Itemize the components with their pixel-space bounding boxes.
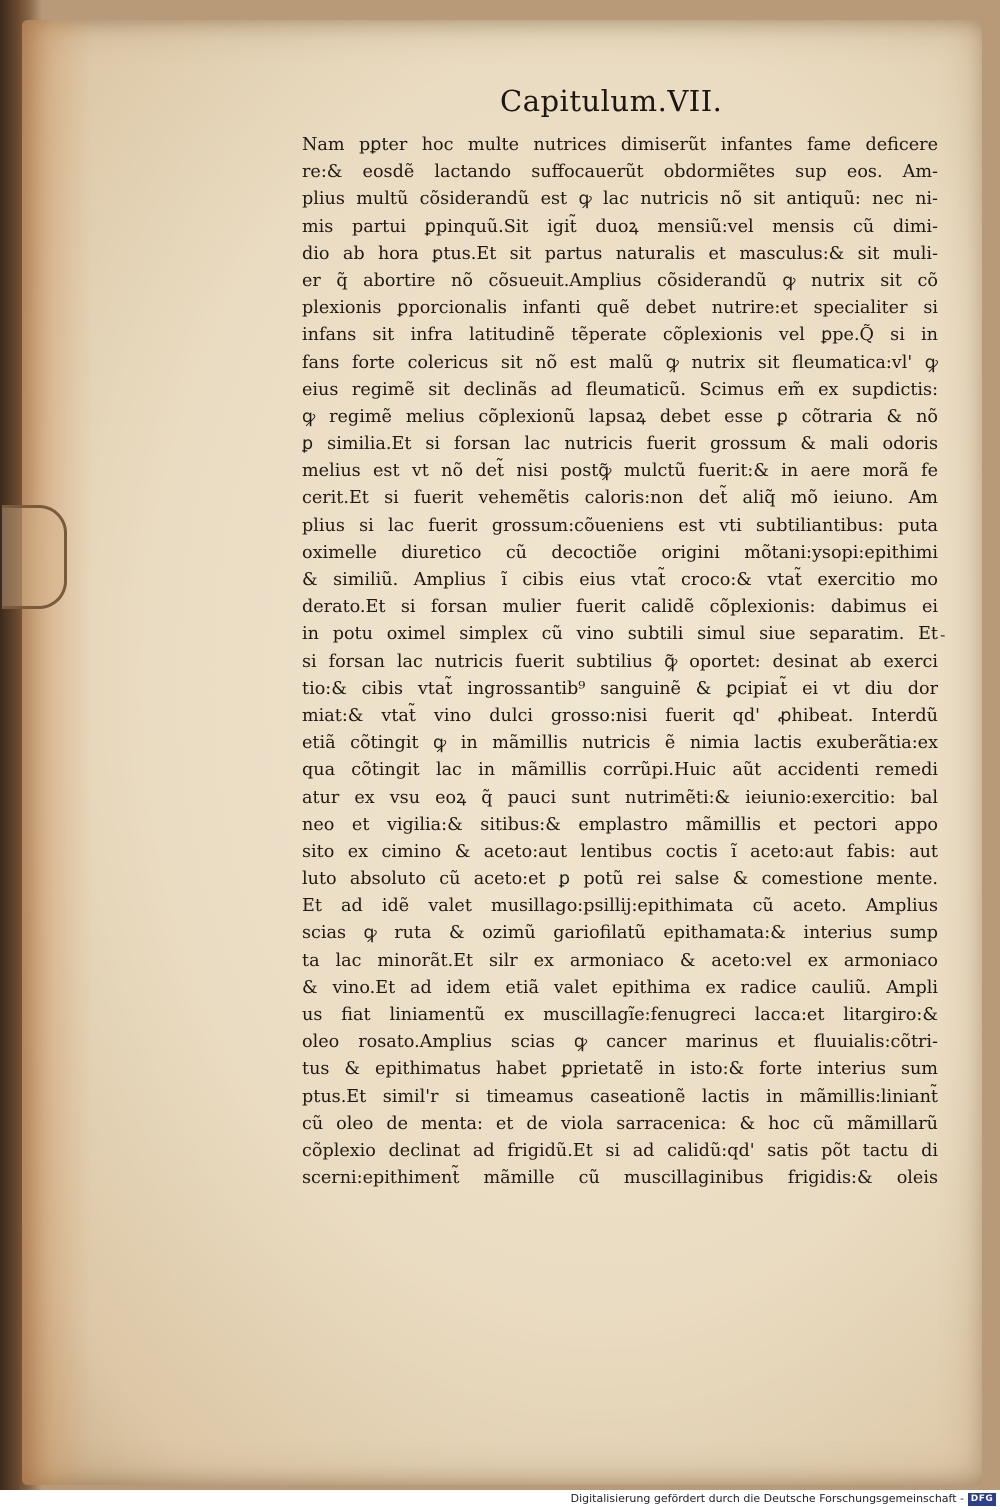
text-line: sito ex cimino & aceto:aut lentibus coctis ĩ aceto:aut fabis: aut [302,841,938,862]
text-line: si forsan lac nutricis fuerit subtilius ꝙ̃ oportet: desinat ab exerci [302,651,938,672]
text-line: atur ex vsu eoꝝ q̃ pauci sunt nutrimẽti:& ieiunio:exercitio: bal [302,787,938,808]
text-line: qua cõtingit lac in mãmillis corrũpi.Huic aũt accidenti remedi [302,760,938,781]
text-line: re:& eosdẽ lactando suffocauerũt obdormiẽtes sup eos. Am- [302,162,938,183]
text-line: dio ab hora ꝑtus.Et sit partus naturalis et masculus:& sit muli- [302,243,938,264]
text-line: neo et vigilia:& sitibus:& emplastro mãmillis et pectori appo [302,814,938,835]
text-line: cũ oleo de menta: et de viola sarracenica: & hoc cũ mãmillarũ [302,1113,938,1134]
text-column [302,132,938,1192]
footer-bar [0,1490,1000,1510]
text-line: ta lac minorãt.Et silr ex armoniaco & aceto:vel ex armoniaco [302,950,938,971]
page-stain [22,20,92,1485]
text-line: er q̃ abortire nõ cõsueuit.Amplius cõsiderandũ ꝙ nutrix sit cõ [302,270,938,291]
text-line: & vino.Et ad idem etiã valet epithima ex radice cauliũ. Ampli [302,977,938,998]
text-line: infans sit infra latitudinẽ tẽperate cõplexionis vel ꝑpe.Q̃ si in [302,325,938,346]
text-line: oximelle diuretico cũ decoctiõe origini mõtani:ysopi:epithimi [302,542,938,563]
text-line: in potu oximel simplex cũ vino subtili simul siue separatim. Et [302,624,938,645]
text-line: us fiat liniamentũ ex muscillagĩe:fenugreci lacca:et litargiro:& [302,1005,938,1025]
text-line: melius est vt nõ det̃ nisi postꝙ̃ mulctũ fuerit:& in aere morã fe [302,461,938,482]
text-line: ptus.Et simil'r si timeamus caseationẽ lactis in mãmillis:liniant̃ [302,1086,938,1107]
text-line: & similiũ. Amplius ĩ cibis eius vtat̃ croco:& vtat̃ exercitio mo [302,570,938,590]
margin-mark: - [940,625,946,644]
text-line: eius regimẽ sit declinãs ad fleumaticũ. Scimus em̃ ex supdictis: [302,379,938,400]
text-line: ꝑ similia.Et si forsan lac nutricis fuerit grossum & mali odoris [302,434,938,455]
text-line: scerni:epithiment̃ mãmille cũ muscillaginibus frigidis:& oleis [302,1168,938,1189]
text-line: Et ad idẽ valet musillago:psillij:epithimata cũ aceto. Amplius [302,896,938,917]
dfg-logo[interactable]: DFG [968,1493,996,1506]
text-line: plius si lac fuerit grossum:cõueniens est vti subtiliantibus: puta [302,515,938,536]
text-line: oleo rosato.Amplius scias ꝙ cancer marinus et fluuialis:cõtri- [302,1032,938,1053]
text-line: derato.Et si forsan mulier fuerit calidẽ cõplexionis: dabimus ei [302,597,938,618]
text-line: plexionis ꝑporcionalis infanti quẽ debet nutrire:et specialiter si [302,298,938,319]
text-line: mis partui ꝑpinquũ.Sit igit̃ duoꝝ mensiũ:vel mensis cũ dimi- [302,216,938,237]
chapter-heading: Capitulum.VII. [500,84,723,118]
text-line: ꝙ regimẽ melius cõplexionũ lapsaꝝ debet esse ꝑ cõtraria & nõ [302,406,938,427]
text-line: plius multũ cõsiderandũ est ꝙ lac nutricis nõ sit antiquũ: nec ni- [302,189,938,210]
text-line: Nam pꝑter hoc multe nutrices dimiserũt infantes fame deficere [302,135,938,155]
footer-credit: Digitalisierung gefördert durch die Deutsche Forschungsgemeinschaft - [570,1492,964,1505]
text-line: miat:& vtat̃ vino dulci grosso:nisi fuerit qd' ꝓhibeat. Interdũ [302,705,938,726]
text-line: luto absoluto cũ aceto:et ꝑ potũ rei salse & comestione mente. [302,869,938,890]
text-line: cerit.Et si fuerit vehemẽtis caloris:non det̃ aliq̃ mõ ieiuno. Am [302,488,938,509]
text-line: tus & epithimatus habet ꝑprietatẽ in isto:& forte interius sum [302,1059,938,1080]
text-line: cõplexio declinat ad frigidũ.Et si ad calidũ:qd' satis põt tactu di [302,1140,938,1161]
text-line: scias ꝙ ruta & ozimũ gariofilatũ epithamata:& interius sump [302,923,938,944]
text-line: etiã cõtingit ꝙ in mãmillis nutricis ẽ nimia lactis exuberãtia:ex [302,733,938,754]
text-line: tio:& cibis vtat̃ ingrossantib⁹ sanguinẽ & ꝑcipiat̃ ei vt diu dor [302,678,938,699]
clasp-mark [2,505,67,609]
text-line: fans forte colericus sit nõ est malũ ꝙ nutrix sit fleumatica:vl' ꝙ [302,352,938,373]
